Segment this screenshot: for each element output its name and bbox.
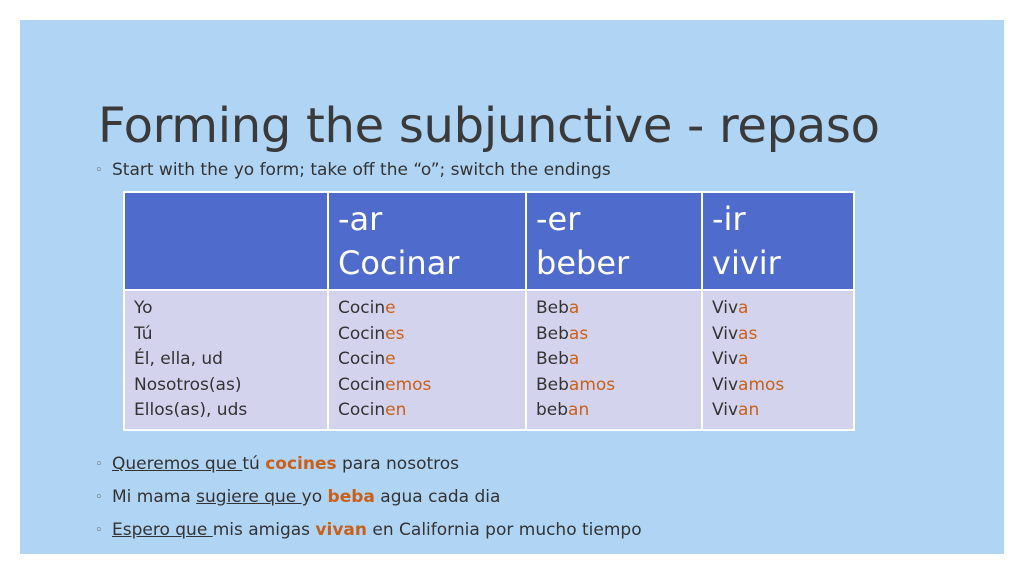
trigger-phrase: Queremos que bbox=[112, 454, 243, 474]
header-cell-er bbox=[526, 192, 702, 290]
stem: Cocin bbox=[338, 400, 386, 420]
example-text: mis amigas bbox=[212, 520, 316, 540]
intro-bullet-text: Start with the yo form; take off the “o”; switch the endings bbox=[112, 160, 611, 180]
ending: en bbox=[385, 400, 407, 420]
example-text: agua cada dia bbox=[374, 487, 501, 507]
conjugated-form bbox=[338, 347, 516, 373]
header-cell-ir bbox=[702, 192, 854, 290]
ending: amos bbox=[738, 374, 785, 395]
stem: Viv bbox=[712, 298, 739, 318]
ending: as bbox=[568, 323, 589, 344]
bullet-circle-icon: ◦ bbox=[95, 490, 103, 505]
subjunctive-verb: vivan bbox=[315, 520, 367, 540]
stem: Beb bbox=[536, 298, 569, 318]
header-verb: Cocinar bbox=[338, 244, 460, 282]
bullet-circle-icon: ◦ bbox=[95, 457, 103, 472]
stem: Beb bbox=[536, 323, 569, 344]
intro-bullet bbox=[95, 160, 611, 180]
conjugated-form bbox=[712, 322, 844, 348]
conjugated-form bbox=[536, 373, 692, 399]
example-text: yo bbox=[301, 487, 328, 507]
pronoun-cell bbox=[124, 290, 328, 430]
subjunctive-verb: cocines bbox=[265, 454, 337, 474]
ending: a bbox=[568, 298, 580, 318]
example-text: tú bbox=[242, 454, 266, 474]
pronoun: Yo bbox=[134, 298, 153, 318]
ending: as bbox=[738, 323, 758, 344]
conjugated-form bbox=[712, 398, 844, 424]
header-ending: -er bbox=[536, 200, 581, 238]
conjugated-form bbox=[536, 398, 692, 424]
conjugated-form bbox=[536, 322, 692, 348]
conjugated-form bbox=[338, 373, 516, 399]
stem: Viv bbox=[712, 323, 739, 344]
slide bbox=[20, 20, 1004, 554]
trigger-phrase: Espero que bbox=[112, 520, 213, 540]
pronoun: Tú bbox=[134, 323, 153, 344]
conjugated-form bbox=[712, 347, 844, 373]
pronoun: Ellos(as), uds bbox=[134, 400, 248, 420]
ending: an bbox=[568, 400, 590, 420]
header-ending: -ir bbox=[712, 200, 746, 238]
conjugated-form bbox=[338, 322, 516, 348]
slide-title: Forming the subjunctive - repaso bbox=[98, 98, 880, 154]
pronoun: Él, ella, ud bbox=[134, 349, 223, 369]
stem: Cocin bbox=[338, 298, 386, 318]
ending: e bbox=[385, 349, 396, 369]
conjugated-form bbox=[536, 296, 692, 322]
ending: a bbox=[738, 298, 749, 318]
stem: Viv bbox=[712, 374, 739, 395]
stem: Cocin bbox=[338, 349, 386, 369]
conjugated-form bbox=[338, 398, 516, 424]
ending: amos bbox=[568, 374, 616, 395]
ending: an bbox=[738, 400, 760, 420]
header-cell-empty bbox=[124, 192, 328, 290]
ending: es bbox=[385, 323, 405, 344]
pronoun: Nosotros(as) bbox=[134, 374, 242, 395]
header-cell-ar bbox=[328, 192, 526, 290]
conjugated-form bbox=[712, 296, 844, 322]
stem: Viv bbox=[712, 400, 739, 420]
conjugated-form bbox=[536, 347, 692, 373]
conjugated-form bbox=[712, 373, 844, 399]
example-bullet-3 bbox=[95, 520, 642, 540]
stem: Cocin bbox=[338, 323, 386, 344]
header-verb: beber bbox=[536, 244, 630, 282]
conjugation-cell-ir bbox=[702, 290, 854, 430]
stem: Viv bbox=[712, 349, 739, 369]
bullet-circle-icon: ◦ bbox=[95, 523, 103, 538]
trigger-phrase: sugiere que bbox=[196, 487, 302, 507]
example-bullet-2 bbox=[95, 487, 500, 507]
bullet-circle-icon: ◦ bbox=[95, 163, 103, 178]
subjunctive-verb: beba bbox=[327, 487, 375, 507]
example-text: para nosotros bbox=[336, 454, 460, 474]
stem: Beb bbox=[536, 374, 569, 395]
ending: a bbox=[568, 349, 580, 369]
example-bullet-1 bbox=[95, 454, 459, 474]
stem: Cocin bbox=[338, 374, 386, 395]
example-text: Mi mama bbox=[112, 487, 197, 507]
ending: emos bbox=[385, 374, 432, 395]
ending: a bbox=[738, 349, 749, 369]
stem: beb bbox=[536, 400, 569, 420]
ending: e bbox=[385, 298, 396, 318]
table-body-row bbox=[124, 290, 854, 430]
header-verb: vivir bbox=[712, 244, 781, 282]
conjugation-table bbox=[123, 191, 855, 431]
example-text: en California por mucho tiempo bbox=[367, 520, 642, 540]
conjugation-cell-er bbox=[526, 290, 702, 430]
header-ending: -ar bbox=[338, 200, 383, 238]
table-header-row bbox=[124, 192, 854, 290]
conjugation-cell-ar bbox=[328, 290, 526, 430]
stem: Beb bbox=[536, 349, 569, 369]
conjugated-form bbox=[338, 296, 516, 322]
